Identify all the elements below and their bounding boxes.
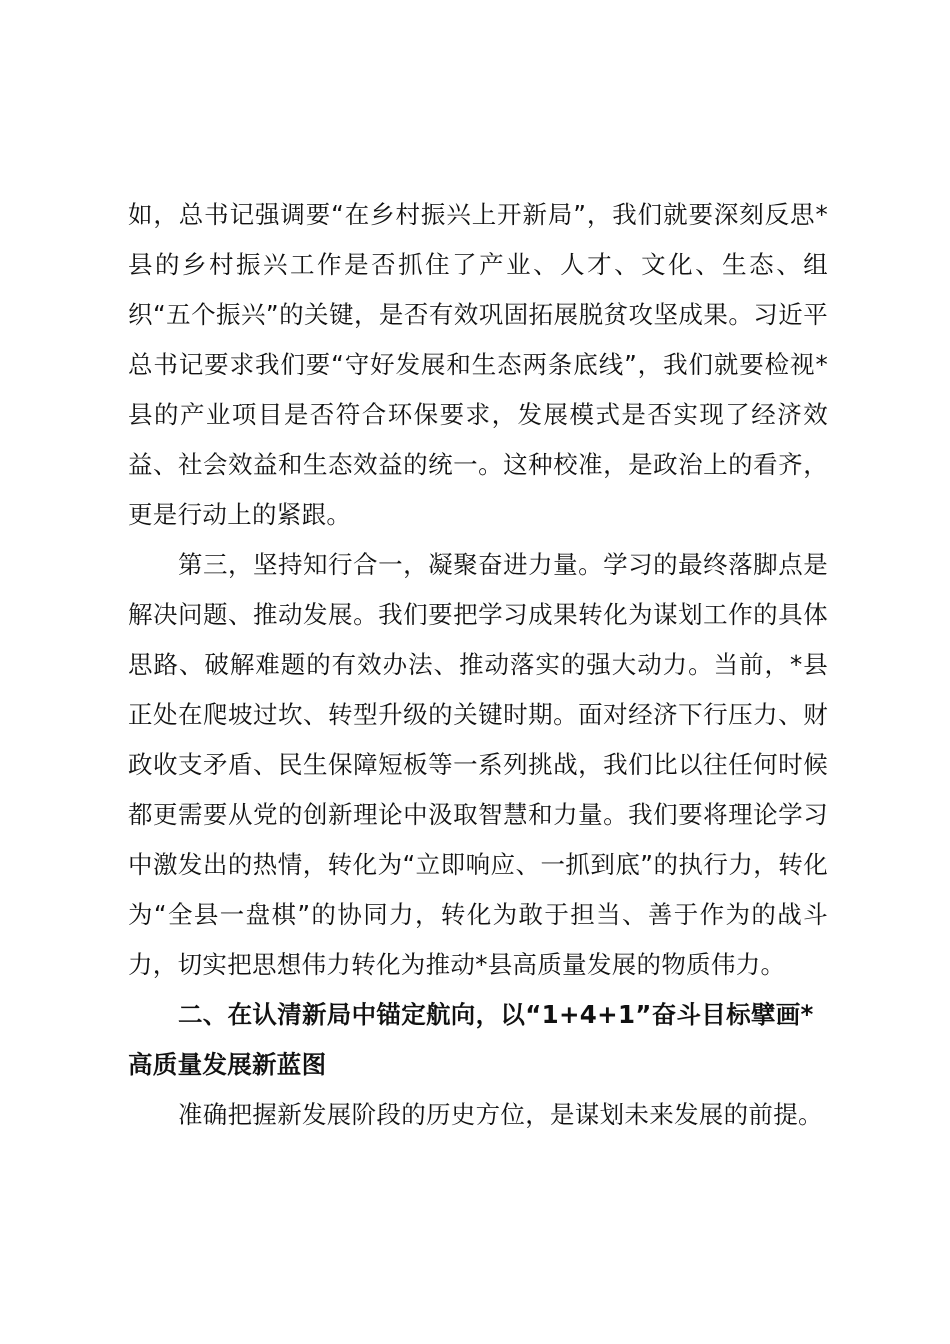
paragraph-closing: 准确把握新发展阶段的历史方位，是谋划未来发展的前提。 [178, 1100, 823, 1129]
section-heading: 二、在认清新局中锚定航向，以“1+4+1”奋斗目标擘画*高质量发展新蓝图 [128, 1000, 814, 1079]
document-body [128, 190, 828, 1140]
paragraph-continuation: 如，总书记强调要“在乡村振兴上开新局”，我们就要深刻反思*县的乡村振兴工作是否抓住了产业、人才、文化、生态、组织“五个振兴”的关键，是否有效巩固拓展脱贫攻坚成果。习近平总书记要求我们要“守好发展和生态两条底线”，我们就要检视*县的产业项目是否符合环保要求，发展模式是否实现了经济效益、社会效益和生态效益的统一。这种校准，是政治上的看齐，更是行动上的紧跟。 [128, 200, 828, 529]
paragraph-third-point: 第三，坚持知行合一，凝聚奋进力量。学习的最终落脚点是解决问题、推动发展。我们要把学习成果转化为谋划工作的具体思路、破解难题的有效办法、推动落实的强大动力。当前，*县正处在爬坡过坎、转型升级的关键时期。面对经济下行压力、财政收支矛盾、民生保障短板等一系列挑战，我们比以往任何时候都更需要从党的创新理论中汲取智慧和力量。我们要将理论学习中激发出的热情，转化为“立即响应、一抓到底”的执行力，转化为“全县一盘棋”的协同力，转化为敢于担当、善于作为的战斗力，切实把思想伟力转化为推动*县高质量发展的物质伟力。 [128, 550, 828, 979]
